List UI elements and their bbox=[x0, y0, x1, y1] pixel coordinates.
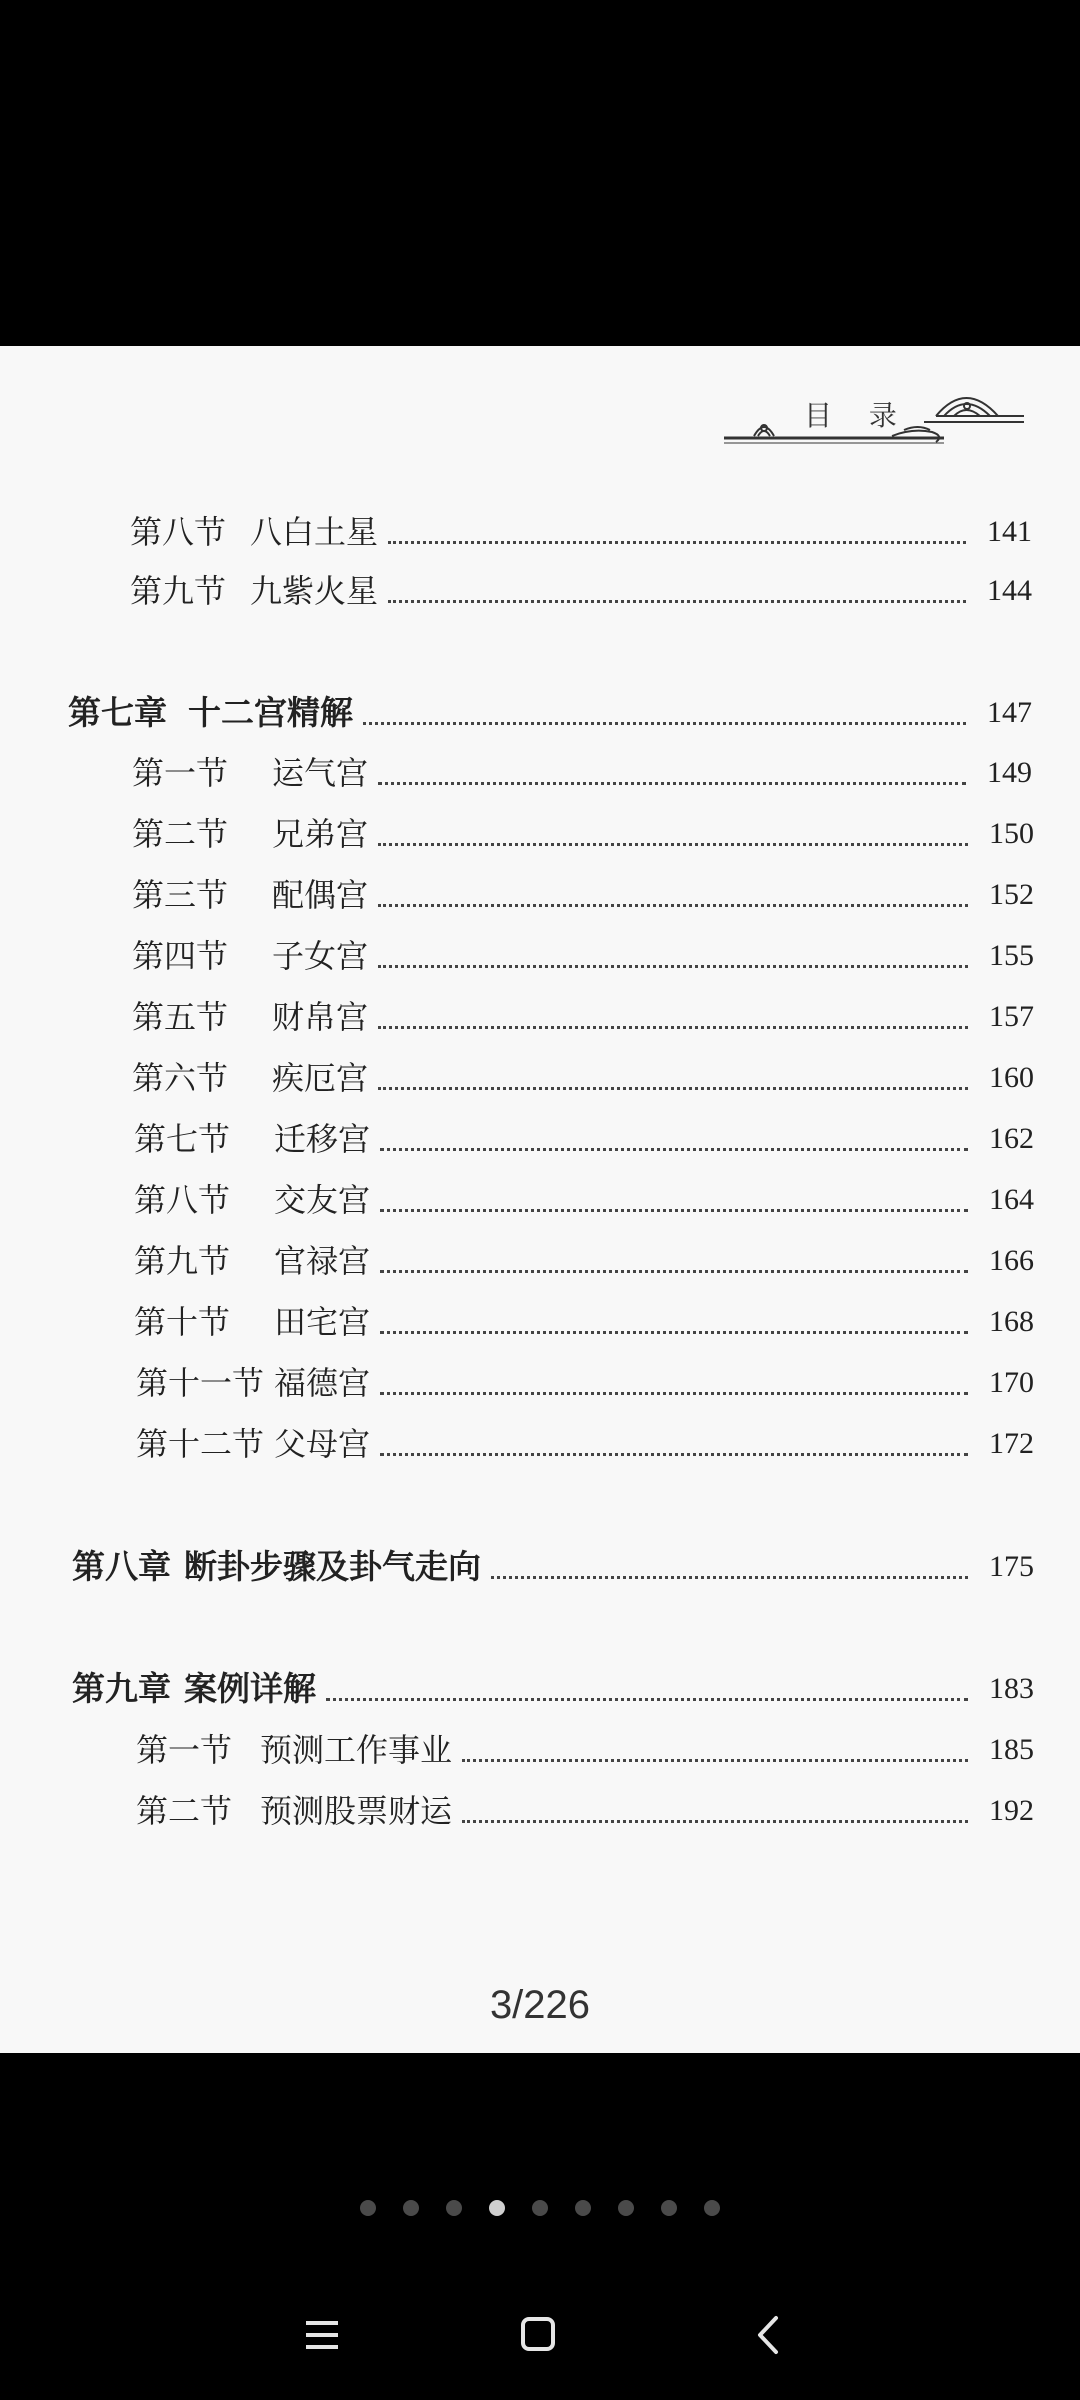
toc-label bbox=[134, 1239, 370, 1283]
toc-title: 交友宫 bbox=[274, 1181, 371, 1219]
dot-leader bbox=[378, 782, 966, 785]
toc-number: 第十节 bbox=[134, 1303, 231, 1341]
toc-page-number: 183 bbox=[989, 1672, 1034, 1705]
document-page[interactable] bbox=[0, 346, 1080, 2053]
toc-number: 第十一节 bbox=[136, 1364, 265, 1402]
toc-title: 十二宫精解 bbox=[188, 693, 353, 732]
dot-leader bbox=[380, 1209, 968, 1212]
dot-leader bbox=[378, 1026, 968, 1029]
carousel-dot[interactable] bbox=[360, 2200, 376, 2216]
toc-title: 田宅宫 bbox=[274, 1303, 371, 1341]
carousel-dot[interactable] bbox=[532, 2200, 548, 2216]
toc-number: 第九节 bbox=[134, 1242, 231, 1280]
toc-page-number: 175 bbox=[989, 1550, 1034, 1583]
toc-page-number: 166 bbox=[989, 1244, 1034, 1277]
toc-chapter-row[interactable] bbox=[68, 691, 1032, 735]
carousel-dot[interactable] bbox=[704, 2200, 720, 2216]
toc-section-row[interactable] bbox=[136, 1361, 1034, 1405]
toc-label bbox=[134, 1300, 370, 1344]
dot-leader bbox=[380, 1148, 968, 1151]
toc-chapter-row[interactable] bbox=[72, 1545, 1034, 1589]
toc-number: 第二节 bbox=[136, 1792, 233, 1830]
toc-title: 官禄宫 bbox=[274, 1242, 371, 1280]
toc-section-row[interactable] bbox=[136, 1422, 1034, 1466]
toc-title: 迁移宫 bbox=[274, 1120, 371, 1158]
toc-page-number: 160 bbox=[989, 1061, 1034, 1094]
toc-label bbox=[132, 934, 368, 978]
toc-number: 第一节 bbox=[136, 1731, 233, 1769]
toc-label bbox=[68, 691, 353, 735]
toc-number: 第九节 bbox=[130, 572, 227, 610]
toc-page-number: 155 bbox=[989, 939, 1034, 972]
toc-section-row[interactable] bbox=[132, 812, 1034, 856]
toc-title: 财帛宫 bbox=[272, 998, 369, 1036]
toc-number: 第八节 bbox=[134, 1181, 231, 1219]
toc-section-row[interactable] bbox=[134, 1239, 1034, 1283]
toc-page-number: 164 bbox=[989, 1183, 1034, 1216]
toc-title: 福德宫 bbox=[274, 1364, 371, 1402]
toc-number: 第五节 bbox=[132, 998, 229, 1036]
toc-number: 第八节 bbox=[130, 513, 227, 551]
toc-page-number: 170 bbox=[989, 1366, 1034, 1399]
toc-title: 配偶宫 bbox=[272, 876, 369, 914]
carousel-dot[interactable] bbox=[403, 2200, 419, 2216]
dot-leader bbox=[380, 1331, 968, 1334]
toc-section-row[interactable] bbox=[132, 995, 1034, 1039]
toc-section-row[interactable] bbox=[130, 569, 1032, 613]
toc-title: 父母宫 bbox=[274, 1425, 371, 1463]
toc-label bbox=[132, 812, 368, 856]
toc-number: 第十二节 bbox=[136, 1425, 265, 1463]
toc-page-number: 168 bbox=[989, 1305, 1034, 1338]
toc-number: 第六节 bbox=[132, 1059, 229, 1097]
page-indicator: 3/226 bbox=[489, 1983, 591, 2027]
toc-page-number: 172 bbox=[989, 1427, 1034, 1460]
dot-leader bbox=[462, 1820, 968, 1823]
toc-number: 第四节 bbox=[132, 937, 229, 975]
toc-title: 断卦步骤及卦气走向 bbox=[184, 1547, 481, 1586]
dot-leader bbox=[363, 722, 966, 725]
toc-title: 案例详解 bbox=[184, 1669, 316, 1708]
toc-page-number: 192 bbox=[989, 1794, 1034, 1827]
toc-page-number: 162 bbox=[989, 1122, 1034, 1155]
toc-label bbox=[136, 1789, 452, 1833]
toc-number: 第七章 bbox=[68, 693, 167, 732]
toc-section-row[interactable] bbox=[136, 1789, 1034, 1833]
toc-title: 预测工作事业 bbox=[260, 1731, 453, 1769]
toc-title: 运气宫 bbox=[272, 754, 369, 792]
toc-section-row[interactable] bbox=[136, 1728, 1034, 1772]
dot-leader bbox=[378, 965, 968, 968]
dot-leader bbox=[326, 1698, 968, 1701]
toc-title: 八白土星 bbox=[250, 513, 379, 551]
toc-page-number: 147 bbox=[987, 696, 1032, 729]
toc-section-row[interactable] bbox=[132, 934, 1034, 978]
toc-section-row[interactable] bbox=[132, 873, 1034, 917]
carousel-dot[interactable] bbox=[575, 2200, 591, 2216]
toc-section-row[interactable] bbox=[132, 1056, 1034, 1100]
toc-label bbox=[136, 1361, 370, 1405]
toc-page-number: 152 bbox=[989, 878, 1034, 911]
toc-number: 第八章 bbox=[72, 1547, 171, 1586]
toc-section-row[interactable] bbox=[130, 510, 1032, 554]
carousel-dot[interactable] bbox=[618, 2200, 634, 2216]
dot-leader bbox=[388, 600, 966, 603]
dot-leader bbox=[378, 904, 968, 907]
toc-number: 第二节 bbox=[132, 815, 229, 853]
toc-number: 第九章 bbox=[72, 1669, 171, 1708]
toc-page-number: 150 bbox=[989, 817, 1034, 850]
toc-label bbox=[134, 1178, 370, 1222]
toc-label bbox=[136, 1728, 452, 1772]
toc-number: 第七节 bbox=[134, 1120, 231, 1158]
toc-section-row[interactable] bbox=[134, 1117, 1034, 1161]
toc-label bbox=[132, 873, 368, 917]
toc-title: 疾厄宫 bbox=[272, 1059, 369, 1097]
system-nav-bar bbox=[0, 2300, 1080, 2370]
carousel-dot[interactable] bbox=[446, 2200, 462, 2216]
toc-label bbox=[130, 510, 378, 554]
toc-label bbox=[132, 751, 368, 795]
page-header bbox=[724, 376, 1024, 456]
toc-title: 兄弟宫 bbox=[272, 815, 369, 853]
page-carousel-dots bbox=[0, 2200, 1080, 2216]
toc-chapter-row[interactable] bbox=[72, 1667, 1034, 1711]
toc-section-row[interactable] bbox=[134, 1178, 1034, 1222]
toc-label bbox=[136, 1422, 370, 1466]
dot-leader bbox=[380, 1453, 968, 1456]
dot-leader bbox=[380, 1392, 968, 1395]
toc-title: 九紫火星 bbox=[250, 572, 379, 610]
toc-label bbox=[132, 1056, 368, 1100]
dot-leader bbox=[380, 1270, 968, 1273]
toc-label bbox=[72, 1545, 481, 1589]
toc-label bbox=[130, 569, 378, 613]
menu-icon[interactable] bbox=[300, 2312, 346, 2358]
dot-leader bbox=[378, 1087, 968, 1090]
back-icon[interactable] bbox=[746, 2312, 792, 2358]
toc-title: 子女宫 bbox=[272, 937, 369, 975]
toc-page-number: 149 bbox=[987, 756, 1032, 789]
toc-page-number: 141 bbox=[987, 515, 1032, 548]
toc-title: 预测股票财运 bbox=[260, 1792, 453, 1830]
toc-label bbox=[134, 1117, 370, 1161]
dot-leader bbox=[462, 1759, 968, 1762]
home-icon[interactable] bbox=[516, 2312, 562, 2358]
toc-section-row[interactable] bbox=[134, 1300, 1034, 1344]
toc-number: 第三节 bbox=[132, 876, 229, 914]
header-title: 目 录 bbox=[804, 399, 911, 432]
carousel-dot-active[interactable] bbox=[489, 2200, 505, 2216]
dot-leader bbox=[491, 1576, 968, 1579]
dot-leader bbox=[378, 843, 968, 846]
toc-page-number: 157 bbox=[989, 1000, 1034, 1033]
toc-page-number: 185 bbox=[989, 1733, 1034, 1766]
toc-number: 第一节 bbox=[132, 754, 229, 792]
carousel-dot[interactable] bbox=[661, 2200, 677, 2216]
toc-label bbox=[72, 1667, 316, 1711]
toc-page-number: 144 bbox=[987, 574, 1032, 607]
toc-label bbox=[132, 995, 368, 1039]
toc-section-row[interactable] bbox=[132, 751, 1032, 795]
dot-leader bbox=[388, 541, 966, 544]
